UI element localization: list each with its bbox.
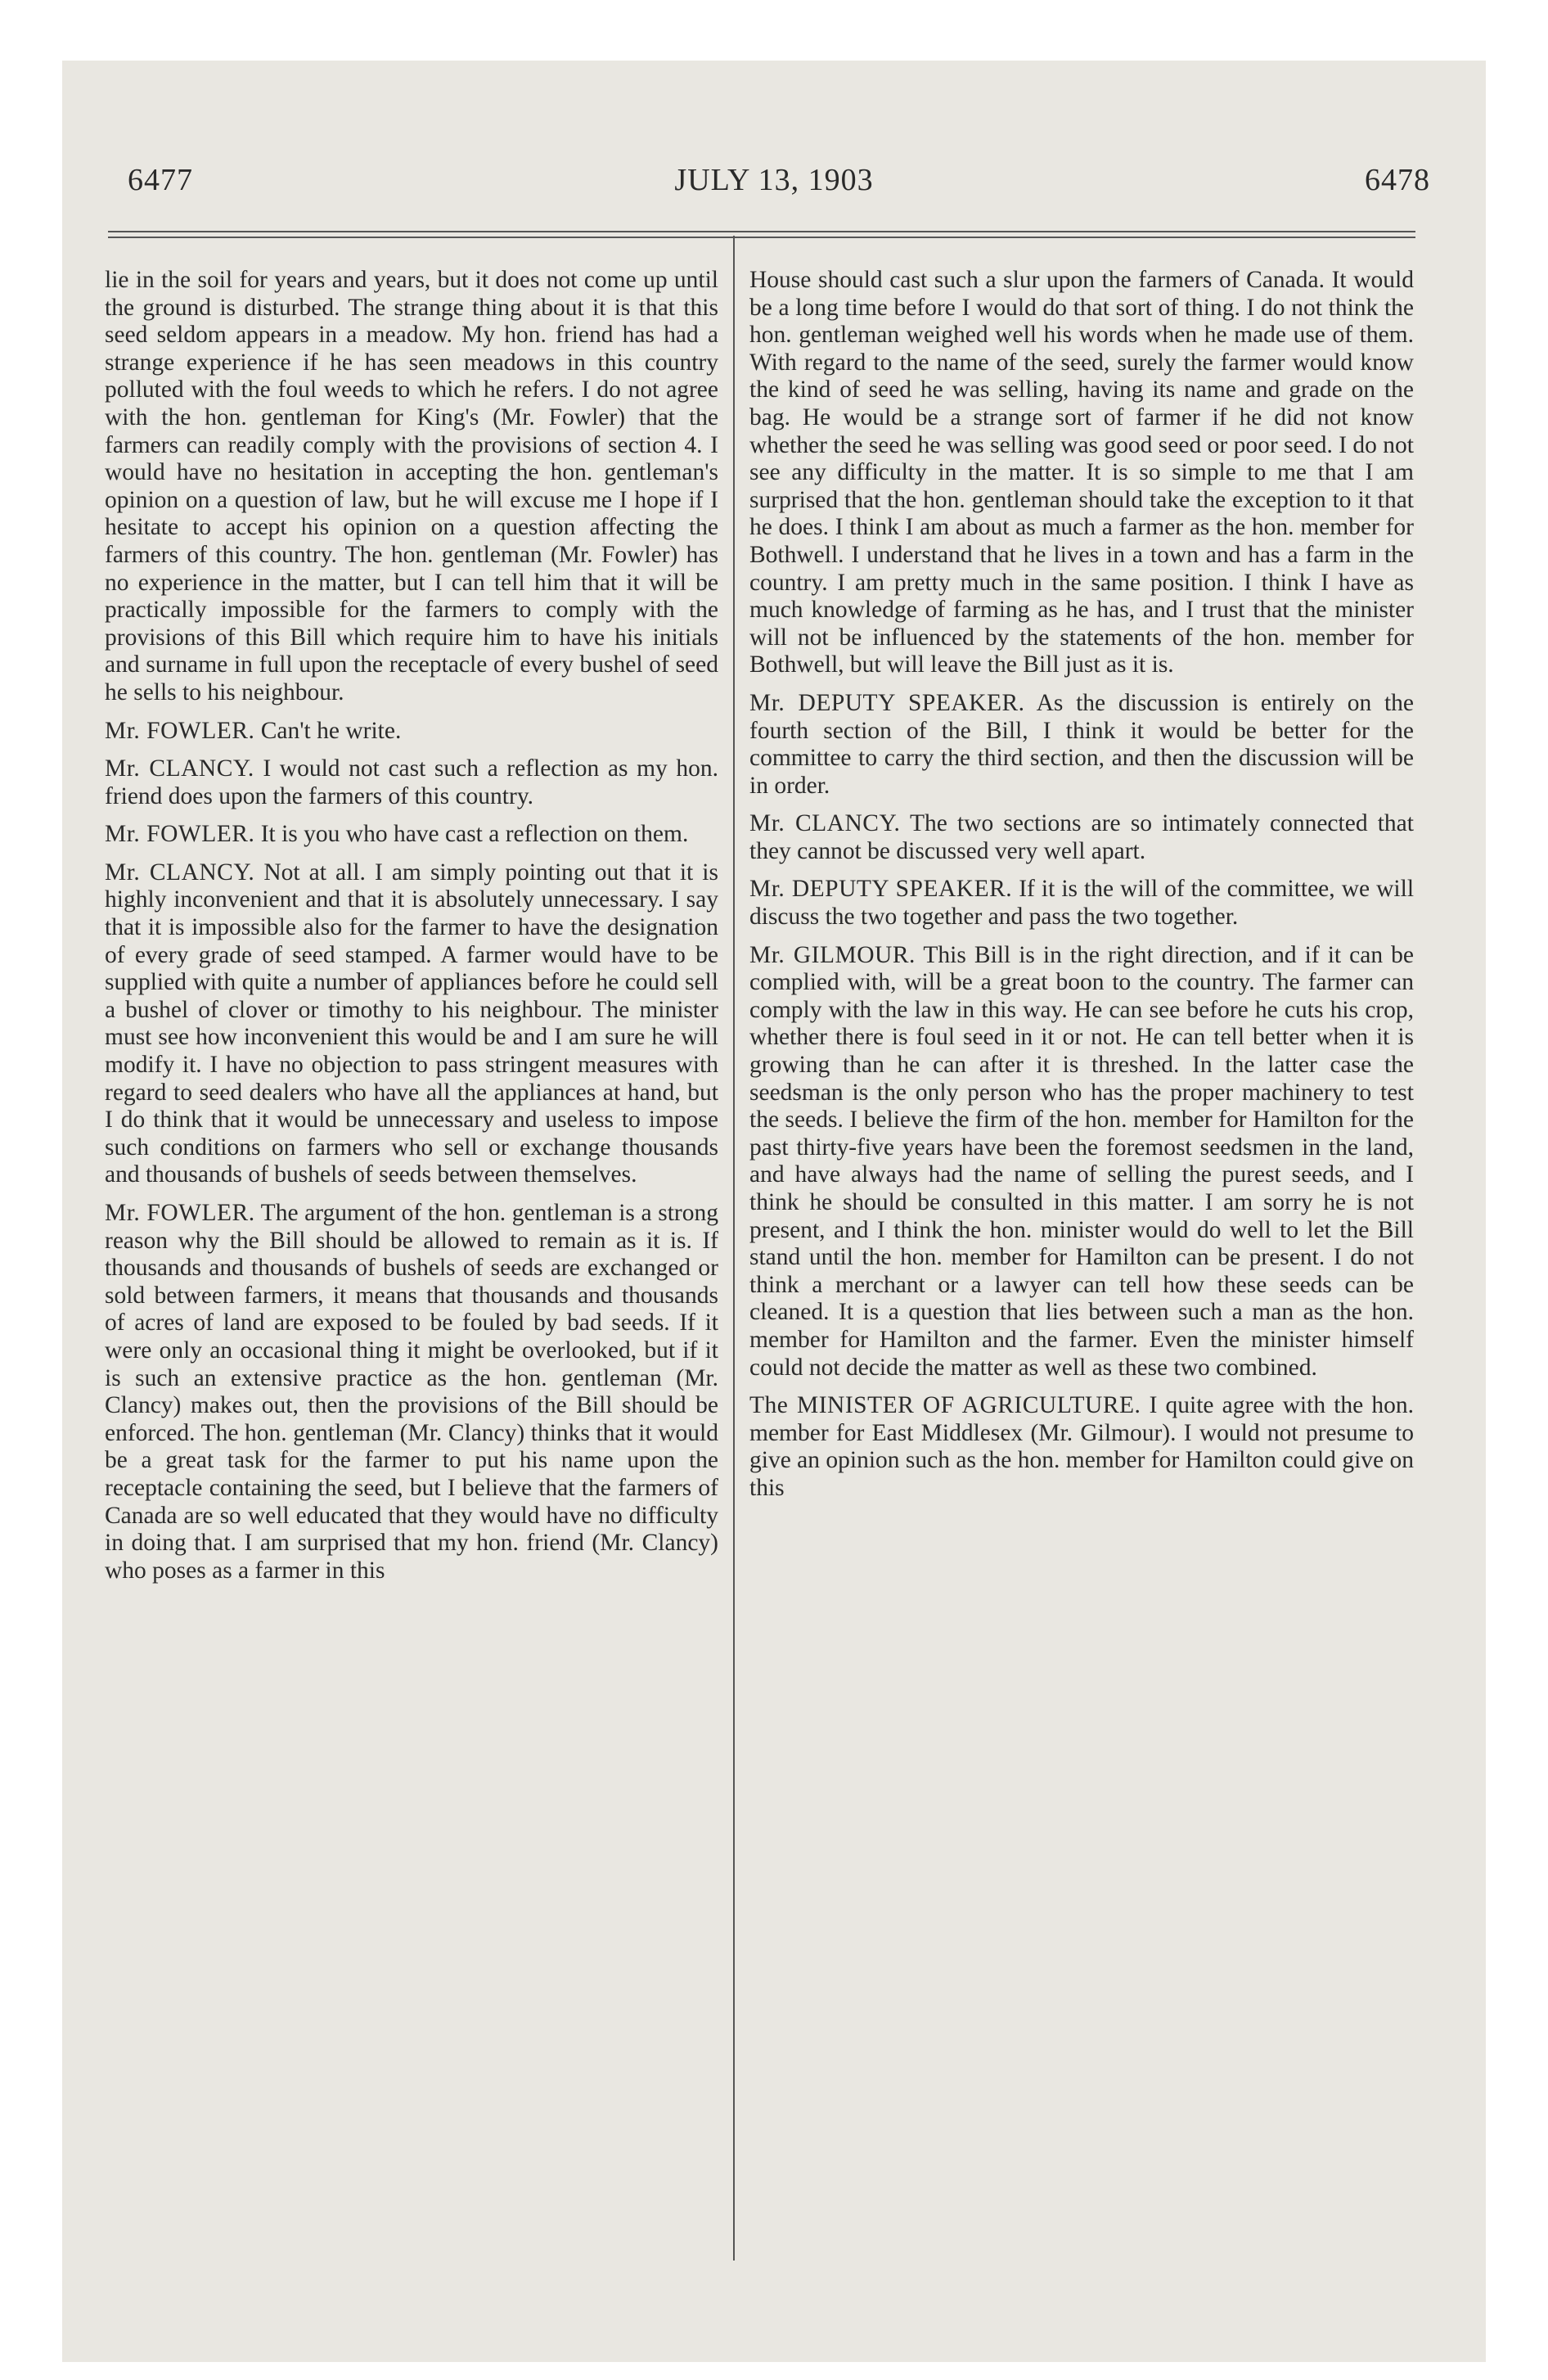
speaker-name: Mr. DEPUTY SPEAKER.: [749, 689, 1025, 716]
paragraph: [749, 690, 1414, 800]
paragraph: [105, 755, 718, 810]
header-rule-right: [754, 231, 1415, 238]
speaker-name: The MINISTER OF AGRICULTURE.: [749, 1392, 1141, 1419]
paragraph-text: Can't he write.: [260, 717, 402, 744]
paragraph: [105, 859, 718, 1189]
paragraph-text: This Bill is in the right direction, and if it can be complied with, will be a great boon to the country. The farmer can comply with the law in this way. He can see before he cuts his crop, whether there is foul seed in it or not. He can tell better when it is growing than he can after it is threshed. In the latter case the seedsman is the only person who has the proper machinery to test the seeds. I believe the firm of the hon. member for Hamilton for the past thirty-five years have been the foremost seedsmen in the land, and have always had the name of selling the purest seeds, and I think he should be consulted in this matter. I am sorry he is not present, and I think the hon. minister would do well to let the Bill stand until the hon. member for Hamilton can be present. I do not think a merchant or a lawyer can tell how these seeds can be cleaned. It is a question that lies between such a man as the hon. member for Hamilton and the farmer. Even the minister himself could not decide the matter as well as these two combined.: [749, 941, 1414, 1381]
paragraph: [749, 942, 1414, 1382]
document-page: [62, 61, 1486, 2362]
paragraph: [749, 1392, 1414, 1502]
speaker-name: Mr. CLANCY.: [749, 810, 901, 837]
speaker-name: Mr. CLANCY.: [105, 859, 255, 886]
speaker-name: Mr. FOWLER.: [105, 1200, 255, 1226]
paragraph: [749, 810, 1414, 865]
speaker-name: Mr. GILMOUR.: [749, 941, 916, 968]
paragraph-text: It is you who have cast a reflection on them.: [260, 821, 689, 848]
left-column: [105, 267, 718, 1595]
paragraph-text: I would not cast such a reflection as my hon. friend does upon the farmers of this country.: [105, 755, 718, 809]
page-date: JULY 13, 1903: [674, 163, 874, 197]
paragraph: [105, 1200, 718, 1584]
speaker-name: Mr. CLANCY.: [105, 755, 254, 782]
paragraph: [749, 267, 1414, 679]
paragraph-text: The argument of the hon. gentleman is a strong reason why the Bill should be allowed to remain as it is. If thousands and thousands of bushels of seeds are exchanged or sold between farmers, it means that thousands and thousands of acres of land are exposed to be fouled by bad seeds. If it were only an occasional thing it might be overlooked, but if it is such an extensive practice as the hon. gentleman (Mr. Clancy) makes out, then the provisions of the Bill should be enforced. The hon. gentleman (Mr. Clancy) thinks that it would be a great task for the farmer to put his name upon the receptacle containing the seed, but I believe that the farmers of Canada are so well educated that they would have no difficulty in doing that. I am surprised that my hon. friend (Mr. Clancy) who poses as a farmer in this: [105, 1200, 718, 1584]
paragraph-text: The two sections are so intimately connected that they cannot be discussed very well apart.: [749, 810, 1414, 864]
paragraph-text: If it is the will of the committee, we will discuss the two together and pass the two together.: [749, 876, 1415, 931]
paragraph: [749, 876, 1414, 931]
speaker-name: Mr. DEPUTY SPEAKER.: [749, 876, 1013, 903]
right-column: [749, 267, 1414, 1513]
header-rule-left: [108, 231, 792, 238]
paragraph-text: Not at all. I am simply pointing out that it is highly inconvenient and that it is absolutely unnecessary. I say that it is impossible also for the farmer to have the designation of every grade of seed stamped. A farmer would have to be supplied with quite a number of appliances before he could sell a bushel of clover or timothy to his neighbour. The minister must see how inconvenient this would be and I am sure he will modify it. I have no objection to pass stringent measures with regard to seed dealers who have all the appliances at hand, but I do think that it would be unnecessary and useless to impose such conditions on farmers who sell or exchange thousands and thousands of bushels of seeds between themselves.: [105, 859, 718, 1188]
page-number-right: 6478: [1365, 163, 1430, 197]
speaker-name: Mr. FOWLER.: [105, 717, 255, 744]
paragraph-text: lie in the soil for years and years, but it does not come up until the ground is disturbed. The strange thing about it is that this seed seldom appears in a meadow. My hon. friend has had a strange experience if he has seen meadows in this country polluted with the foul weeds to which he refers. I do not agree with the hon. gentleman for King's (Mr. Fowler) that the farmers can readily comply with the provisions of section 4. I would have no hesitation in accepting the hon. gentleman's opinion on a question of law, but he will excuse me I hope if I hesitate to accept his opinion on a question affecting the farmers of this country. The hon. gentleman (Mr. Fowler) has no experience in the matter, but I can tell him that it will be practically impossible for the farmers to comply with the provisions of this Bill which require him to have his initials and surname in full upon the receptacle of every bushel of seed he sells to his neighbour.: [105, 267, 718, 705]
paragraph: [105, 821, 718, 849]
paragraph-text: As the discussion is entirely on the fourth section of the Bill, I think it would be better for the committee to carry the third section, and then the discussion will be in order.: [749, 689, 1414, 799]
page-number-left: 6477: [128, 163, 193, 197]
paragraph-text: I quite agree with the hon. member for East Middlesex (Mr. Gilmour). I would not presume to give an opinion such as the hon. member for Hamilton could give on this: [749, 1392, 1415, 1501]
paragraph-text: House should cast such a slur upon the farmers of Canada. It would be a long time before I would do that sort of thing. I do not think the hon. gentleman weighed well his words when he made use of them. With regard to the name of the seed, surely the farmer would know the kind of seed he was selling, having its name and grade on the bag. He would be a strange sort of farmer if he did not know whether the seed he was selling was good seed or poor seed. I do not see any difficulty in the matter. It is so simple to me that I am surprised that the hon. gentleman should take the exception to it that he does. I think I am about as much a farmer as the hon. member for Bothwell. I understand that he lives in a town and has a farm in the country. I am pretty much in the same position. I think I have as much knowledge of farming as he has, and I trust that the minister will not be influenced by the statements of the hon. member for Bothwell, but will leave the Bill just as it is.: [749, 267, 1414, 678]
paragraph: [105, 718, 718, 746]
column-divider: [733, 236, 735, 2261]
speaker-name: Mr. FOWLER.: [105, 821, 255, 848]
paragraph: [105, 267, 718, 707]
page-header: [62, 162, 1486, 203]
